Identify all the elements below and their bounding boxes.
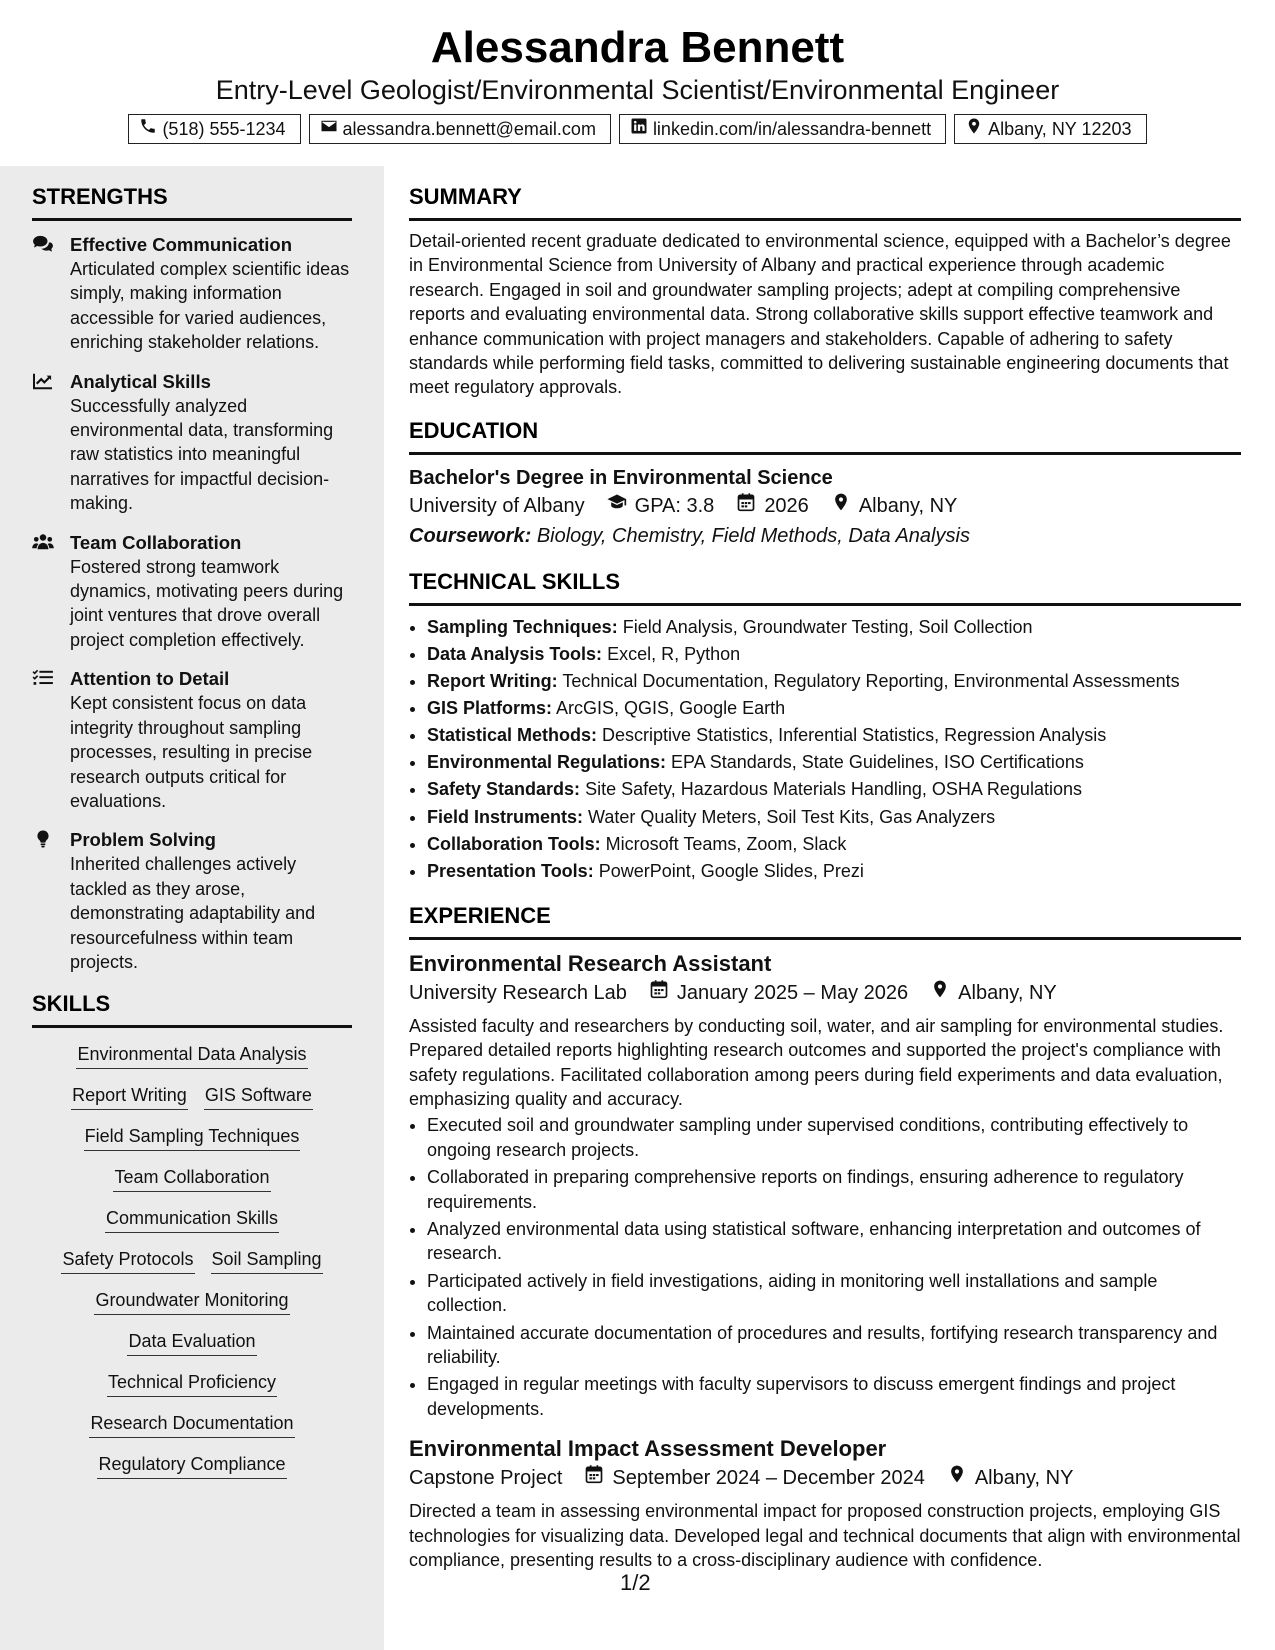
skill-values: ArcGIS, QGIS, Google Earth xyxy=(556,698,786,719)
strength-description: Inherited challenges actively tackled as they arose, demonstrating adaptability and resourcefulness within team projects. xyxy=(70,854,316,972)
skill-category: Statistical Methods: xyxy=(427,725,598,746)
technical-skills-heading: TECHNICAL SKILLS xyxy=(409,567,1241,606)
summary-heading: SUMMARY xyxy=(409,182,1241,221)
skill-category: Sampling Techniques: xyxy=(427,616,618,637)
map-pin-icon xyxy=(965,115,983,143)
contact-linkedin[interactable] xyxy=(619,114,946,144)
list-item xyxy=(427,749,1241,776)
linkedin-text: linkedin.com/in/alessandra-bennett xyxy=(652,119,932,139)
skill-tag: Data Evaluation xyxy=(127,1327,256,1356)
skill-tag: Regulatory Compliance xyxy=(97,1450,286,1479)
skill-category: Safety Standards: xyxy=(427,779,581,800)
map-pin-icon xyxy=(947,1463,967,1493)
strength-item xyxy=(32,667,352,813)
coursework-line xyxy=(409,521,1241,551)
skill-values: Site Safety, Hazardous Materials Handling, OSHA Regulations xyxy=(585,779,1082,800)
strength-item xyxy=(32,531,352,653)
strength-title: Problem Solving xyxy=(70,829,216,851)
list-item xyxy=(427,804,1241,831)
degree-title: Bachelor's Degree in Environmental Science xyxy=(409,466,833,489)
strengths-list xyxy=(32,233,352,974)
skill-tag: Groundwater Monitoring xyxy=(94,1286,289,1315)
users-icon xyxy=(32,531,70,653)
location-text: Albany, NY 12203 xyxy=(988,119,1132,139)
job-description: Assisted faculty and researchers by conducting soil, water, and air sampling for environmental studies. Prepared detailed reports highlighting research outcomes and supported the project's compliance with safety regulations. Facilitated collaboration among peers during field experiments and data evaluation, emphasizing quality and accuracy. xyxy=(409,1015,1224,1109)
skills-heading: SKILLS xyxy=(32,989,352,1028)
sidebar xyxy=(0,166,384,1650)
list-item xyxy=(427,641,1241,668)
list-item: • Collaborated in preparing comprehensive reports on findings, ensuring adherence to regulatory requirements. xyxy=(427,1165,1241,1214)
page-number: 1/2 xyxy=(620,1570,651,1595)
list-item: • Engaged in regular meetings with faculty supervisors to discuss emergent findings and project developments. xyxy=(427,1372,1241,1421)
skill-values: Microsoft Teams, Zoom, Slack xyxy=(605,833,847,854)
list-item xyxy=(427,614,1241,641)
checklist-icon xyxy=(32,667,70,813)
skill-category: Environmental Regulations: xyxy=(427,752,667,773)
skill-tag: Research Documentation xyxy=(89,1409,294,1438)
job-organization: University Research Lab xyxy=(409,981,627,1004)
job-meta xyxy=(409,1463,1241,1493)
strength-description: Fostered strong teamwork dynamics, motivating peers during joint ventures that drove overall project completion effectively. xyxy=(70,556,344,650)
strength-title: Attention to Detail xyxy=(70,668,230,690)
linkedin-icon xyxy=(630,115,648,143)
skill-tag: Soil Sampling xyxy=(211,1245,323,1274)
list-item xyxy=(427,831,1241,858)
strengths-heading: STRENGTHS xyxy=(32,182,352,221)
map-pin-icon xyxy=(930,978,950,1008)
map-pin-icon xyxy=(831,491,851,521)
calendar-icon xyxy=(649,978,669,1008)
strength-item xyxy=(32,370,352,516)
skill-tag: Environmental Data Analysis xyxy=(76,1040,307,1069)
list-item xyxy=(427,722,1241,749)
phone-text: (518) 555-1234 xyxy=(162,119,286,139)
strength-title: Analytical Skills xyxy=(70,370,211,392)
graduation-cap-icon xyxy=(607,491,627,521)
skill-category: Report Writing: xyxy=(427,671,558,692)
comments-icon xyxy=(32,233,70,355)
job-bullets xyxy=(409,1113,1241,1421)
list-item: • Participated actively in field investigations, aiding in monitoring well installations and sample collection. xyxy=(427,1269,1241,1318)
skill-category: Collaboration Tools: xyxy=(427,833,601,854)
list-item xyxy=(427,776,1241,803)
education-location: Albany, NY xyxy=(858,494,958,517)
skill-values: Field Analysis, Groundwater Testing, Soil Collection xyxy=(622,616,1033,637)
main-column xyxy=(409,166,1241,1573)
coursework-label: Coursework: xyxy=(409,524,532,547)
skill-values: Excel, R, Python xyxy=(607,643,741,664)
education-meta xyxy=(409,491,1241,521)
job-title: Environmental Impact Assessment Developer xyxy=(409,1436,887,1462)
lightbulb-icon xyxy=(32,828,70,974)
skill-tag: GIS Software xyxy=(204,1081,313,1110)
contact-bar xyxy=(0,114,1275,144)
candidate-name: Alessandra Bennett xyxy=(430,23,845,72)
strength-item xyxy=(32,233,352,355)
calendar-icon xyxy=(584,1463,604,1493)
email-text: alessandra.bennett@email.com xyxy=(342,119,596,139)
skill-values: Descriptive Statistics, Inferential Statistics, Regression Analysis xyxy=(602,725,1107,746)
job-location: Albany, NY xyxy=(958,981,1057,1004)
strength-title: Effective Communication xyxy=(70,234,293,255)
skill-values: PowerPoint, Google Slides, Prezi xyxy=(598,860,864,881)
job-organization: Capstone Project xyxy=(409,1467,563,1490)
gpa-text: GPA: 3.8 xyxy=(634,494,715,517)
job-location: Albany, NY xyxy=(974,1467,1074,1490)
job-description: Directed a team in assessing environmental impact for proposed construction projects, employing GIS technologies for visualizing data. Developed legal and technical documents that align with environmental compliance, presenting results to a cross-disciplinary audience with confidence. xyxy=(409,1501,1241,1571)
envelope-icon xyxy=(320,115,338,143)
list-item: • Executed soil and groundwater sampling under supervised conditions, contributing effectively to ongoing research projects. xyxy=(427,1113,1241,1162)
list-item xyxy=(427,695,1241,722)
phone-icon xyxy=(139,115,157,143)
skill-tag: Safety Protocols xyxy=(61,1245,194,1274)
education-heading: EDUCATION xyxy=(409,416,1241,455)
skill-tag: Technical Proficiency xyxy=(107,1368,277,1397)
contact-phone[interactable] xyxy=(128,114,300,144)
skill-tag: Report Writing xyxy=(71,1081,188,1110)
strength-description: Successfully analyzed environmental data, transforming raw statistics into meaningful narratives for impactful decision-making. xyxy=(70,395,334,514)
skill-values: Technical Documentation, Regulatory Reporting, Environmental Assessments xyxy=(562,671,1180,692)
skill-category: Data Analysis Tools: xyxy=(427,643,603,664)
strength-item xyxy=(32,828,352,974)
list-item xyxy=(427,858,1241,885)
skill-tag: Team Collaboration xyxy=(113,1163,270,1192)
school-name: University of Albany xyxy=(409,494,585,517)
resume-header xyxy=(0,0,1275,144)
strength-title: Team Collaboration xyxy=(70,531,242,553)
coursework-list: Biology, Chemistry, Field Methods, Data Analysis xyxy=(536,524,970,547)
job-meta xyxy=(409,978,1241,1008)
calendar-icon xyxy=(736,491,756,521)
contact-location xyxy=(954,114,1146,144)
contact-email[interactable] xyxy=(309,114,611,144)
list-item: • Maintained accurate documentation of procedures and results, fortifying research transparency and reliability. xyxy=(427,1321,1241,1370)
skill-category: Presentation Tools: xyxy=(427,860,594,881)
skill-category: GIS Platforms: xyxy=(427,698,553,719)
technical-skills-list xyxy=(409,614,1241,885)
job-dates: January 2025 – May 2026 xyxy=(676,981,909,1004)
job-dates: September 2024 – December 2024 xyxy=(612,1467,925,1490)
line-chart-icon xyxy=(32,370,70,516)
candidate-title: Entry-Level Geologist/Environmental Scientist/Environmental Engineer xyxy=(215,75,1060,105)
strength-description: Kept consistent focus on data integrity throughout sampling processes, resulting in precise research outputs critical for evaluations. xyxy=(70,693,313,811)
experience-heading: EXPERIENCE xyxy=(409,901,1241,940)
job-title: Environmental Research Assistant xyxy=(409,950,772,976)
skill-category: Field Instruments: xyxy=(427,806,584,827)
skill-tag: Communication Skills xyxy=(105,1204,279,1233)
skills-cloud xyxy=(32,1040,352,1491)
list-item: • Analyzed environmental data using statistical software, enhancing interpretation and outcomes of research. xyxy=(427,1217,1241,1266)
skill-tag: Field Sampling Techniques xyxy=(84,1122,301,1151)
strength-description: Articulated complex scientific ideas simply, making information accessible for varied audiences, enriching stakeholder relations. xyxy=(70,259,350,353)
skill-values: Water Quality Meters, Soil Test Kits, Gas Analyzers xyxy=(588,806,996,827)
graduation-year: 2026 xyxy=(764,494,809,517)
summary-text: Detail-oriented recent graduate dedicated to environmental science, equipped with a Bachelor’s degree in Environmental Science from University of Albany and practical experience through academic research. Engaged in soil and groundwater sampling projects; adept at compiling comprehensive reports and evaluating environmental data. Strong collaborative skills support effective teamwork and enhance communication with project managers and stakeholders. Capable of adhering to safety standards while performing field tasks, committed to delivering sustainable engineering documents that meet regulatory approvals. xyxy=(409,231,1231,398)
list-item xyxy=(427,668,1241,695)
skill-values: EPA Standards, State Guidelines, ISO Certifications xyxy=(671,752,1084,773)
